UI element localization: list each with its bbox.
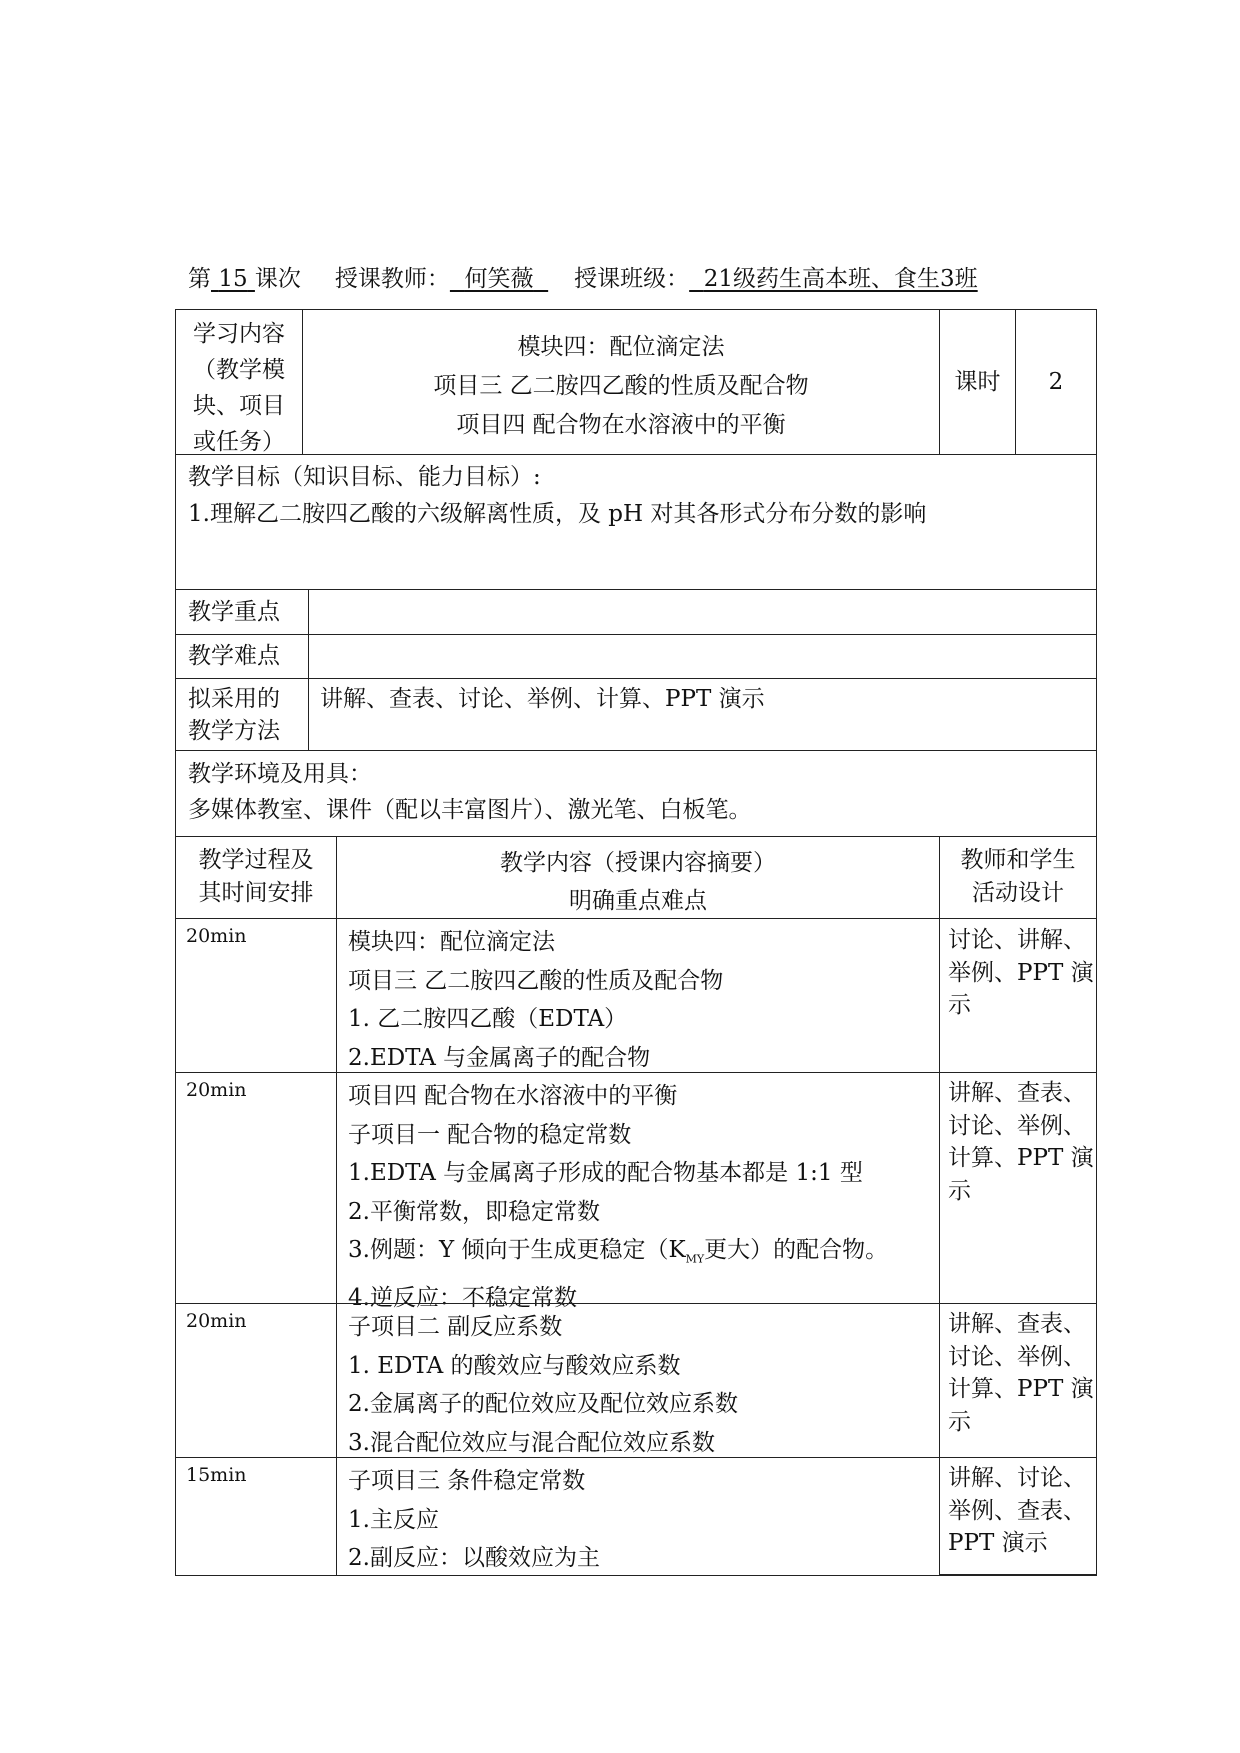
content-label: 学习内容 （教学模 块、项目 或任务） [193,321,285,455]
row1-activity: 讨论、讲解、 举例、PPT 演 示 [948,927,1094,1018]
row4-content: 子项目三 条件稳定常数 1.主反应 2.副反应：以酸效应为主 [348,1468,600,1571]
process-header-content: 教学内容（授课内容摘要） 明确重点难点 [500,850,776,914]
row1-content: 模块四：配位滴定法 项目三 乙二胺四乙酸的性质及配合物 1. 乙二胺四乙酸（EDTA） 2.EDTA 与金属离子的配合物 [348,929,724,1071]
row2-activity: 讲解、查表、 讨论、举例、 计算、PPT 演 示 [948,1080,1094,1204]
row3-time: 20min [186,1310,247,1332]
row2-content: 项目四 配合物在水溶液中的平衡 子项目一 配合物的稳定常数 1.EDTA 与金属离子形成的配合物基本都是 1:1 型 2.平衡常数，即稳定常数 3.例题：Y 倾向于生成更稳定（$K_{MY}$更大）的配合物。 4.逆反应：不稳定常数 [348,1083,889,1312]
header-line [188,262,1088,296]
hours-label: 课时 [954,369,1001,395]
key-points-value-cell [308,589,1097,635]
difficulties-label: 教学难点 [188,643,280,669]
class-name: 21级药生高本班、食生3班 [703,266,978,292]
content-summary: 模块四：配位滴定法 项目三 乙二胺四乙酸的性质及配合物 项目四 配合物在水溶液中的平衡 [433,334,809,438]
teacher-label: 授课教师： [334,266,450,292]
objectives-item: 1.理解乙二胺四乙酸的六级解离性质，及 pH 对其各形式分布分数的影响 [188,501,927,527]
environment-title: 教学环境及用具： [188,761,372,787]
difficulties-value-cell [308,634,1097,679]
process-header-time: 教学过程及 其时间安排 [198,847,314,906]
process-header-activity: 教师和学生 活动设计 [960,847,1076,906]
hours-value: 2 [1048,369,1064,395]
session-suffix: 课次 [254,266,301,292]
row3-activity: 讲解、查表、 讨论、举例、 计算、PPT 演 示 [948,1311,1094,1435]
methods-label: 拟采用的 教学方法 [188,686,280,744]
key-points-label: 教学重点 [188,599,280,625]
session-number: 15 [218,266,248,292]
row3-content: 子项目二 副反应系数 1. EDTA 的酸效应与酸效应系数 2.金属离子的配位效应及配位效应系数 3.混合配位效应与混合配位效应系数 [348,1314,738,1456]
teacher-name: 何笑薇 [464,266,534,292]
row4-activity: 讲解、讨论、 举例、查表、 PPT 演示 [948,1465,1086,1556]
class-label: 授课班级： [574,266,690,292]
row2-time: 20min [186,1079,247,1101]
header-prefix: 第 [188,266,211,292]
objectives-title: 教学目标（知识目标、能力目标）: [188,464,541,490]
row1-time: 20min [186,925,247,947]
row4-time: 15min [186,1464,247,1486]
environment-value: 多媒体教室、课件（配以丰富图片）、激光笔、白板笔。 [188,797,752,823]
methods-value: 讲解、查表、讨论、举例、计算、PPT 演示 [320,686,765,712]
